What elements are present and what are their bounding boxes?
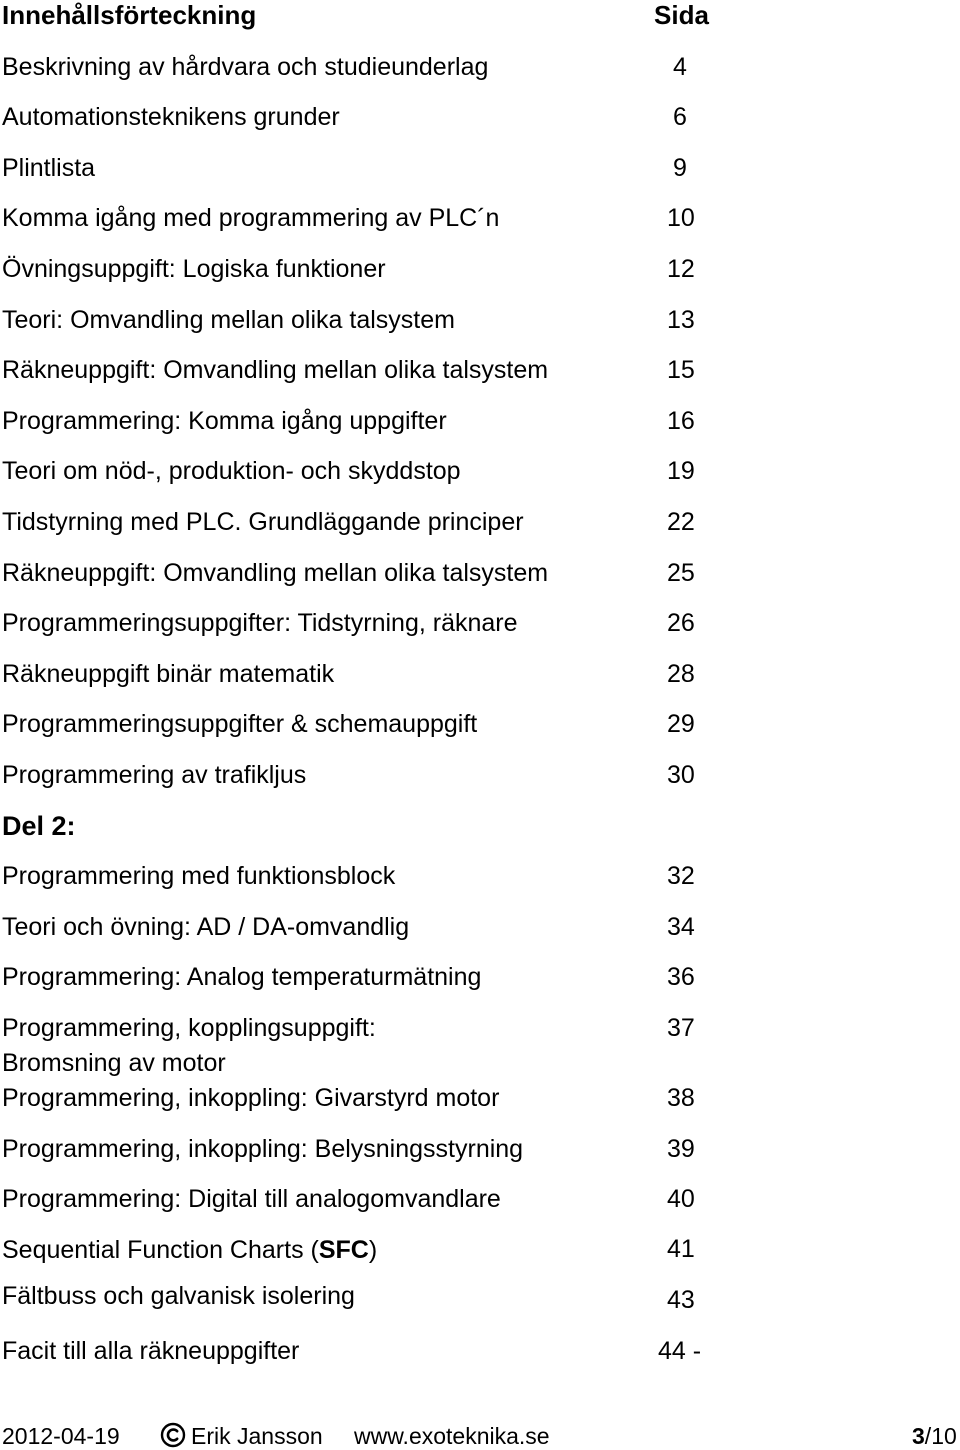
toc-entry-title: Facit till alla räkneuppgifter [2, 1337, 300, 1365]
toc-entry-page: 9 [673, 154, 687, 182]
toc-entry-title: Programmering, inkoppling: Givarstyrd motor [2, 1084, 500, 1112]
toc-entry-title-abbrev: SFC [318, 1236, 369, 1264]
toc-entry-page: 32 [667, 862, 695, 890]
footer-website: www.exoteknika.se [354, 1423, 550, 1449]
toc-entry-page: 19 [667, 457, 695, 485]
toc-entry-page: 6 [673, 103, 687, 131]
toc-entry-title: Plintlista [2, 154, 96, 182]
footer-author: Erik Jansson [191, 1423, 323, 1449]
toc-entry-page: 37 [667, 1014, 695, 1042]
page-footer [0, 1422, 960, 1450]
toc-entry-title: Teori om nöd-, produktion- och skyddstop [2, 457, 461, 485]
toc-entry-title: Programmeringsuppgifter & schemauppgift [2, 710, 478, 738]
toc-entry-title-line2: Bromsning av motor [2, 1049, 226, 1077]
toc-entry-title: Räkneuppgift: Omvandling mellan olika talsystem [2, 559, 549, 587]
toc-entry-page: 16 [667, 407, 695, 435]
toc-entry-page: 44 - [658, 1337, 702, 1365]
toc-entry-page: 13 [667, 306, 695, 334]
footer-page-number [912, 1422, 957, 1450]
toc-entry-title: Teori: Omvandling mellan olika talsystem [2, 306, 455, 334]
toc-heading: Innehållsförteckning [2, 0, 257, 30]
toc-entry-title-sfc [2, 1235, 377, 1265]
toc-entry-title-line1: Programmering, kopplingsuppgift: [2, 1014, 376, 1042]
toc-entry-title-prefix: Sequential Function Charts ( [2, 1236, 319, 1264]
toc-entry-page: 12 [667, 255, 695, 283]
section-heading-part2: Del 2: [2, 811, 76, 841]
footer-page-separator: / [924, 1423, 932, 1449]
toc-entry-title: Räkneuppgift binär matematik [2, 660, 335, 688]
toc-entry-page: 41 [667, 1235, 695, 1263]
toc-entry-title: Teori och övning: AD / DA-omvandlig [2, 913, 410, 941]
toc-entry-title-suffix: ) [368, 1236, 378, 1264]
toc-entry-title: Beskrivning av hårdvara och studieunderlag [2, 53, 489, 81]
toc-entry-page: 43 [667, 1286, 695, 1314]
toc-entry-title: Räkneuppgift: Omvandling mellan olika talsystem [2, 356, 549, 384]
toc-entry-title: Komma igång med programmering av PLC´n [2, 204, 500, 232]
toc-entry-page: 39 [667, 1135, 695, 1163]
page-column-heading: Sida [654, 0, 709, 30]
toc-entry-page: 28 [667, 660, 695, 688]
toc-entry-title: Programmering av trafikljus [2, 761, 307, 789]
toc-entry-title: Övningsuppgift: Logiska funktioner [2, 255, 386, 283]
toc-entry-page: 34 [667, 913, 695, 941]
toc-entry-page: 15 [667, 356, 695, 384]
toc-entry-page: 29 [667, 710, 695, 738]
toc-entry-title: Programmering: Komma igång uppgifter [2, 407, 447, 435]
footer-page-total: 10 [931, 1423, 957, 1449]
toc-entry-page: 30 [667, 761, 695, 789]
toc-entry-title: Automationsteknikens grunder [2, 103, 340, 131]
toc-entry-title: Programmering: Digital till analogomvandlare [2, 1185, 501, 1213]
toc-entry-page: 4 [673, 53, 687, 81]
toc-entry-title: Programmering med funktionsblock [2, 862, 396, 890]
toc-entry-title: Fältbuss och galvanisk isolering [2, 1282, 355, 1310]
toc-entry-title-multiline [2, 1013, 376, 1078]
copyright-icon [160, 1422, 186, 1450]
toc-entry-page: 25 [667, 559, 695, 587]
toc-entry-title: Tidstyrning med PLC. Grundläggande principer [2, 508, 524, 536]
footer-page-current: 3 [912, 1423, 925, 1449]
toc-entry-title: Programmering: Analog temperaturmätning [2, 963, 482, 991]
toc-entry-page: 38 [667, 1084, 695, 1112]
toc-entry-page: 10 [667, 204, 695, 232]
toc-entry-title: Programmeringsuppgifter: Tidstyrning, räknare [2, 609, 518, 637]
toc-entry-title: Programmering, inkoppling: Belysningsstyrning [2, 1135, 524, 1163]
footer-date: 2012-04-19 [2, 1423, 120, 1449]
toc-entry-page: 36 [667, 963, 695, 991]
toc-entry-page: 26 [667, 609, 695, 637]
toc-entry-page: 22 [667, 508, 695, 536]
toc-entry-page: 40 [667, 1185, 695, 1213]
